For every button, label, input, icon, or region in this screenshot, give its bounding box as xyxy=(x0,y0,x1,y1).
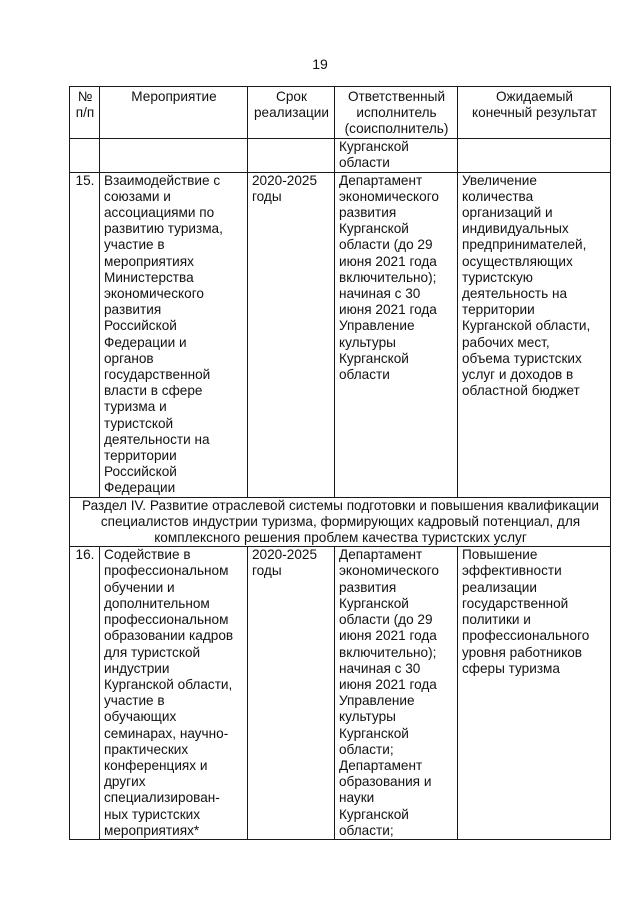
continuation-num xyxy=(70,138,100,172)
page-number: 19 xyxy=(312,56,328,72)
header-term: Срок реализации xyxy=(248,87,335,139)
row-term: 2020-2025 годы xyxy=(248,547,335,840)
header-event: Мероприятие xyxy=(100,87,248,139)
action-plan-table xyxy=(69,86,611,840)
table-header-row xyxy=(70,87,611,139)
section-title: Раздел IV. Развитие отраслевой системы подготовки и повышения квалификации специалистов индустрии туризма, формирующих кадровый потенциал, для комплексного решения проблем качества туристских услуг xyxy=(70,497,611,547)
continuation-result xyxy=(458,138,611,172)
section-row xyxy=(70,497,611,547)
header-responsible: Ответственный исполнитель (соисполнитель) xyxy=(335,87,458,139)
row-number: 16. xyxy=(70,547,100,840)
row-number: 15. xyxy=(70,172,100,497)
row-event: Содействие в профессиональном обучении и дополнительном профессиональном образовании кадров для туристской индустрии Курганской области, участие в обучающих семинарах, научно- практических конференциях и других специализирован- ных туристских мероприятиях* xyxy=(100,547,248,840)
continuation-term xyxy=(248,138,335,172)
header-result: Ожидаемый конечный результат xyxy=(458,87,611,139)
continuation-responsible: Курганской области xyxy=(335,138,458,172)
continuation-event xyxy=(100,138,248,172)
row-responsible: Департамент экономического развития Курганской области (до 29 июня 2021 года включительно); начиная с 30 июня 2021 года Управление культуры Курганской области xyxy=(335,172,458,497)
row-responsible: Департамент экономического развития Курганской области (до 29 июня 2021 года включительно); начиная с 30 июня 2021 года Управление культуры Курганской области; Департамент образования и науки Курганской области; xyxy=(335,547,458,840)
continuation-row xyxy=(70,138,611,172)
row-event: Взаимодействие с союзами и ассоциациями по развитию туризма, участие в мероприятиях Министерства экономического развития Российской Федерации и органов государственной власти в сфере туризма и туристской деятельности на территории Российской Федерации xyxy=(100,172,248,497)
table-row xyxy=(70,172,611,497)
row-result: Увеличение количества организаций и индивидуальных предпринимателей, осуществляющих туристскую деятельность на территории Курганской области, рабочих мест, объема туристских услуг и доходов в областной бюджет xyxy=(458,172,611,497)
table-row xyxy=(70,547,611,840)
header-number: № п/п xyxy=(70,87,100,139)
row-result: Повышение эффективности реализации государственной политики и профессионального уровня работников сферы туризма xyxy=(458,547,611,840)
row-term: 2020-2025 годы xyxy=(248,172,335,497)
